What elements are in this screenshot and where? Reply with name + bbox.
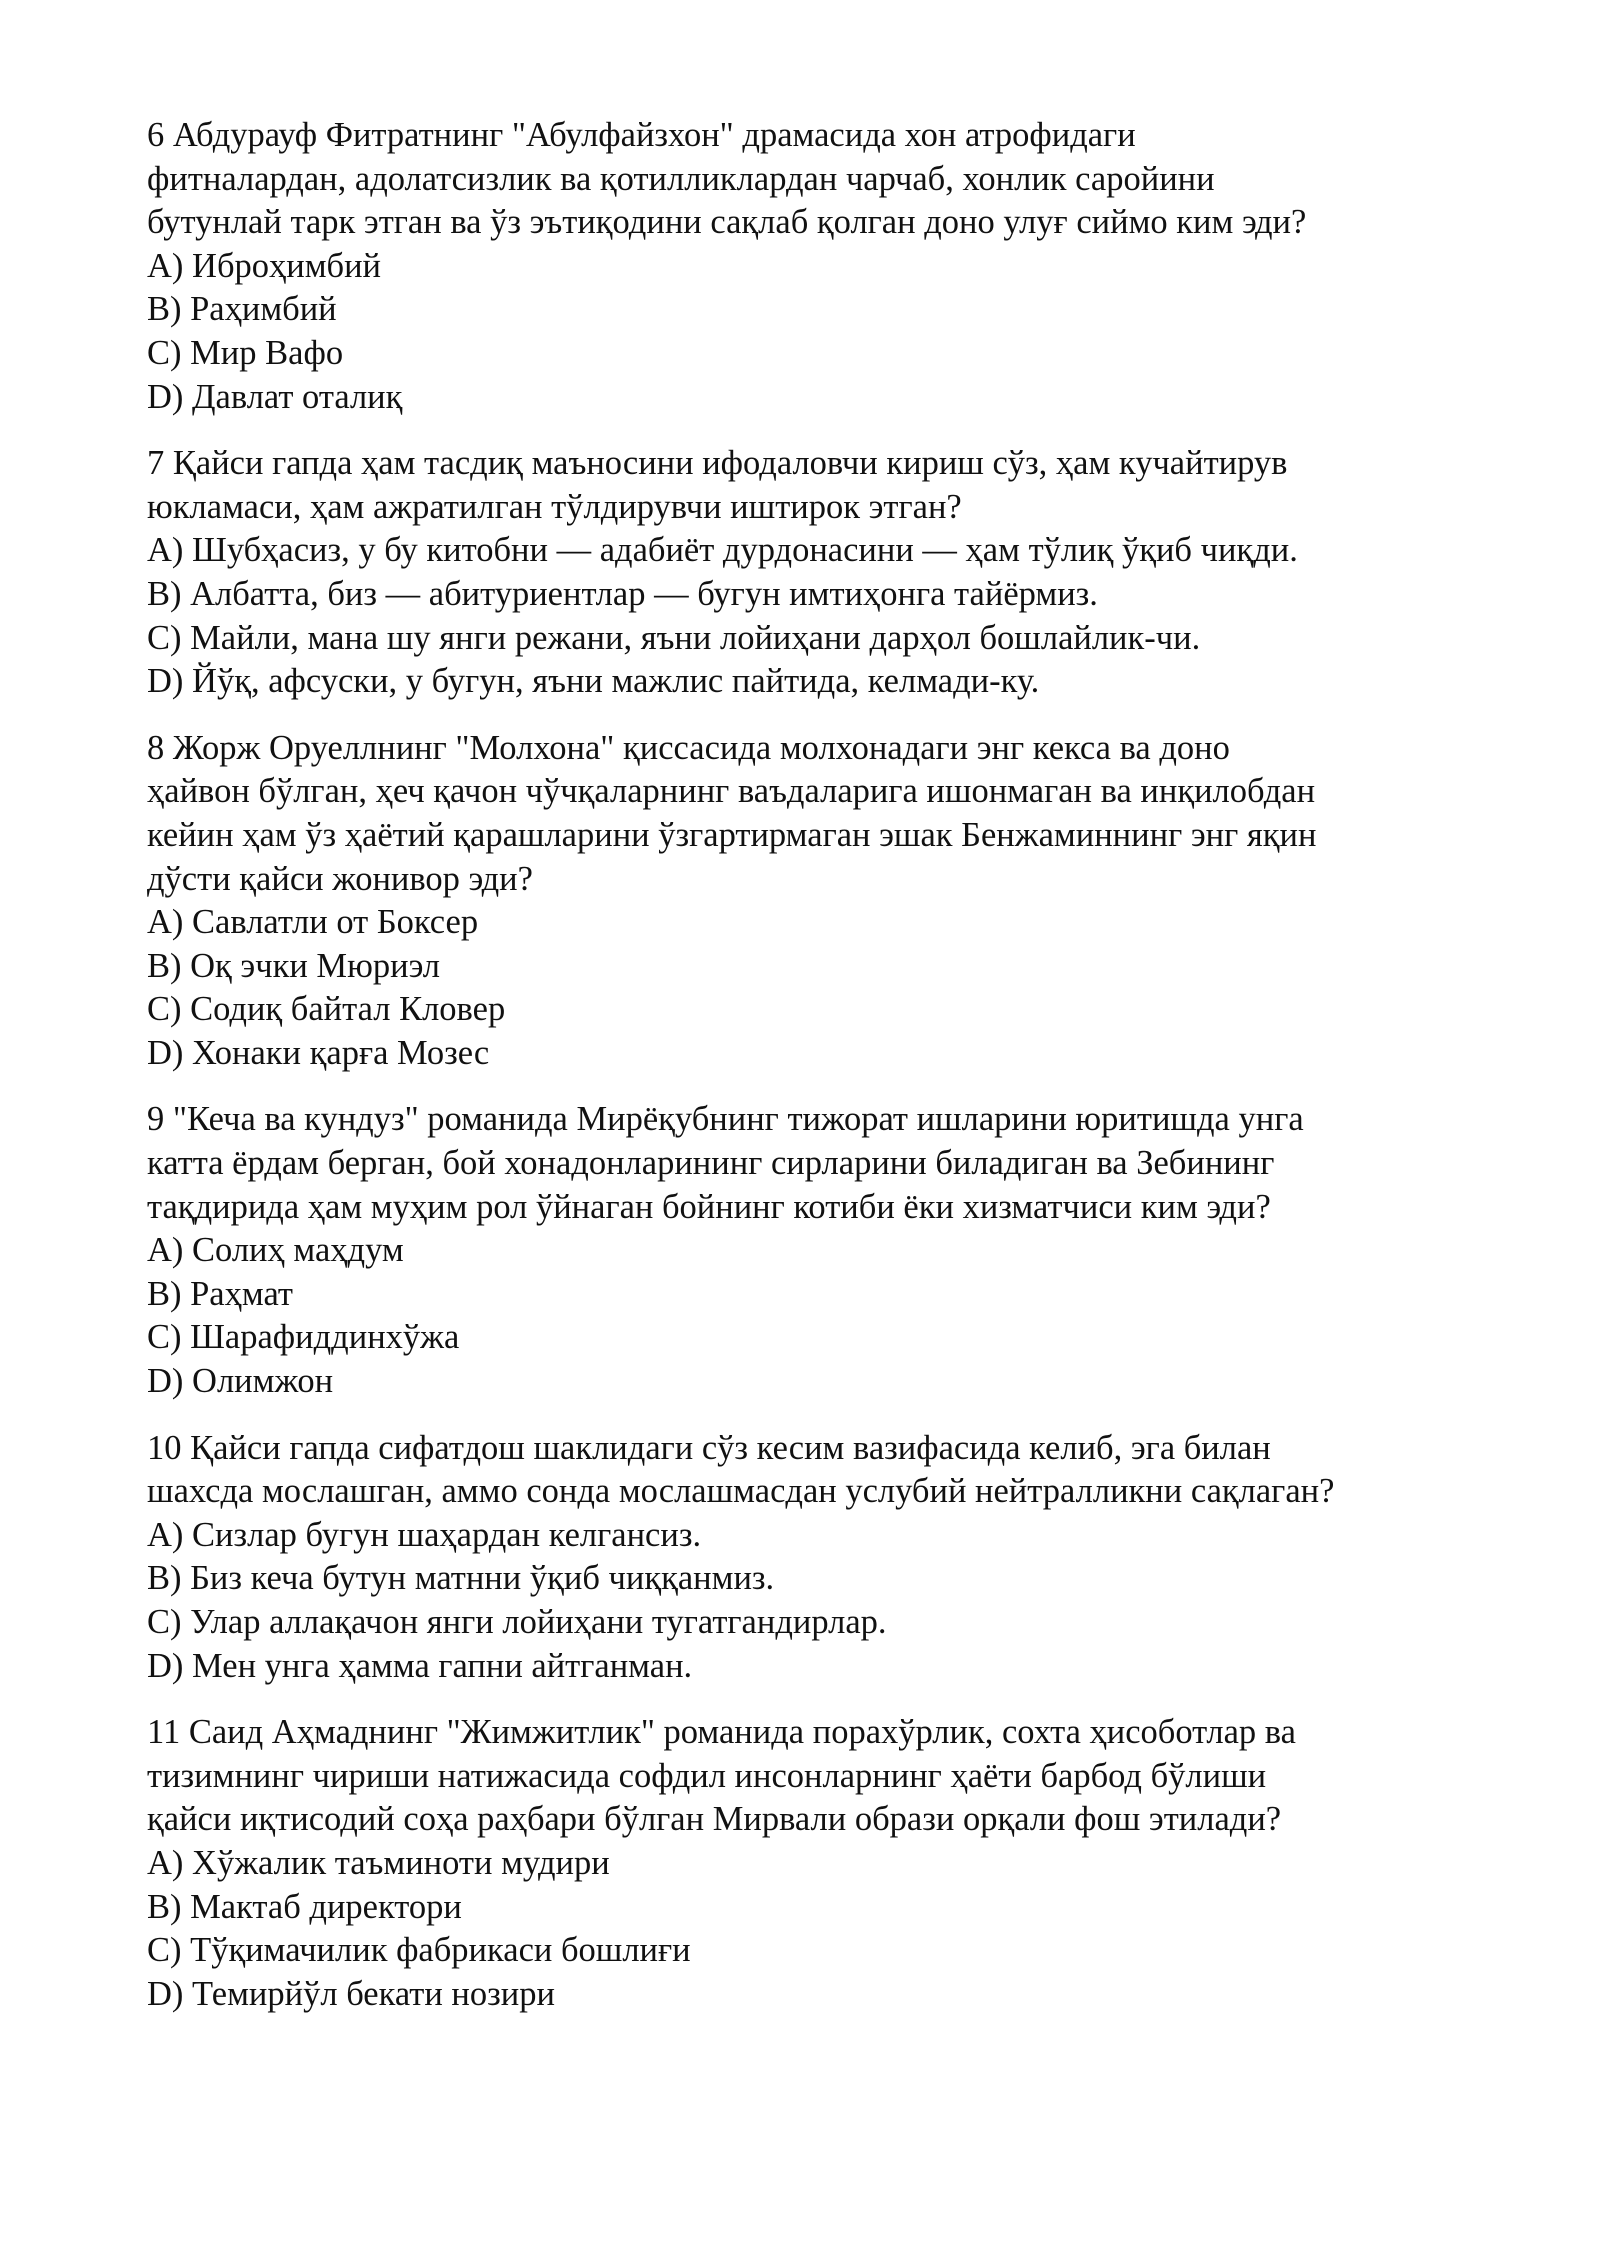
option-c: C) Мир Вафо: [147, 333, 344, 372]
option-d: D) Мен унга ҳамма гапни айтганман.: [147, 1646, 693, 1685]
option-d: D) Темирйўл бекати нозири: [147, 1974, 555, 2013]
question-line: тизимнинг чириши натижасида софдил инсонларнинг ҳаёти барбод бўлиши: [147, 1756, 1267, 1795]
question-line: фитналардан, адолатсизлик ва қотилликлардан чарчаб, хонлик саройини: [147, 159, 1215, 198]
question-line: 10 Қайси гапда сифатдош шаклидаги сўз кесим вазифасида келиб, эга билан: [147, 1428, 1271, 1467]
question-line: қайси иқтисодий соҳа раҳбари бўлган Мирвали образи орқали фош этилади?: [147, 1800, 1282, 1839]
option-d: D) Хонаки қарға Мозес: [147, 1033, 490, 1072]
question-6: [147, 114, 1467, 419]
question-line: 11 Саид Аҳмаднинг "Жимжитлик" романида порахўрлик, сохта ҳисоботлар ва: [147, 1713, 1296, 1752]
question-7: [147, 442, 1467, 704]
question-line: тақдирида ҳам муҳим рол ўйнаган бойнинг котиби ёки хизматчиси ким эди?: [147, 1187, 1271, 1226]
question-line: 7 Қайси гапда ҳам тасдиқ маъносини ифодаловчи кириш сўз, ҳам кучайтирув: [147, 444, 1288, 483]
question-line: ҳайвон бўлган, ҳеч қачон чўчқаларнинг ваъдаларига ишонмаган ва инқилобдан: [147, 772, 1316, 811]
question-text: [147, 1711, 1467, 1842]
option-c: C) Тўқимачилик фабрикаси бошлиғи: [147, 1931, 691, 1970]
option-b: B) Оқ эчки Мюриэл: [147, 946, 440, 985]
option-d: D) Йўқ, афсуски, у бугун, яъни мажлис пайтида, келмади-ку.: [147, 662, 1040, 701]
option-a: A) Савлатли от Боксер: [147, 903, 479, 942]
question-10: [147, 1427, 1467, 1689]
option-b: B) Биз кеча бутун матнни ўқиб чиққанмиз.: [147, 1559, 775, 1598]
question-line: дўсти қайси жонивор эди?: [147, 859, 533, 898]
document-page: [147, 114, 1467, 2039]
question-line: шахсда мослашган, аммо сонда мослашмасдан услубий нейтралликни сақлаган?: [147, 1472, 1335, 1511]
option-c: C) Шарафиддинхўжа: [147, 1318, 460, 1357]
option-c: C) Улар аллақачон янги лойиҳани тугатгандирлар.: [147, 1603, 887, 1641]
question-line: 8 Жорж Оруеллнинг "Молхона" қиссасида молхонадаги энг кекса ва доно: [147, 728, 1230, 767]
option-a: A) Хўжалик таъминоти мудири: [147, 1843, 610, 1882]
option-b: B) Раҳимбий: [147, 290, 337, 329]
option-b: B) Раҳмат: [147, 1274, 293, 1313]
question-text: [147, 442, 1467, 529]
option-b: B) Мактаб директори: [147, 1887, 462, 1926]
question-line: катта ёрдам берган, бой хонадонларининг сирларини биладиган ва Зебининг: [147, 1144, 1275, 1183]
question-text: [147, 727, 1467, 901]
question-line: юкламаси, ҳам ажратилган тўлдирувчи иштирок этган?: [147, 487, 962, 526]
option-d: D) Олимжон: [147, 1362, 334, 1401]
question-text: [147, 1098, 1467, 1229]
option-a: A) Шубҳасиз, у бу китобни — адабиёт дурдонасини — ҳам тўлиқ ўқиб чиқди.: [147, 531, 1298, 570]
option-a: A) Иброҳимбий: [147, 246, 382, 285]
question-line: бутунлай тарк этган ва ўз эътиқодини сақлаб қолган доно улуғ сиймо ким эди?: [147, 203, 1307, 242]
option-d: D) Давлат оталиқ: [147, 377, 403, 416]
option-b: B) Албатта, биз — абитуриентлар — бугун имтиҳонга тайёрмиз.: [147, 574, 1098, 613]
question-9: [147, 1098, 1467, 1403]
question-line: кейин ҳам ўз ҳаётий қарашларини ўзгартирмаган эшак Бенжаминнинг энг яқин: [147, 815, 1317, 854]
question-text: [147, 1427, 1467, 1514]
option-c: C) Майли, мана шу янги режани, яъни лойиҳани дарҳол бошлайлик-чи.: [147, 618, 1201, 657]
option-c: C) Содиқ байтал Кловер: [147, 990, 506, 1029]
option-a: A) Солиҳ маҳдум: [147, 1231, 404, 1270]
question-8: [147, 727, 1467, 1076]
question-11: [147, 1711, 1467, 2016]
question-line: 9 "Кеча ва кундуз" романида Мирёқубнинг тижорат ишларини юритишда унга: [147, 1100, 1304, 1139]
option-a: A) Сизлар бугун шаҳардан келгансиз.: [147, 1515, 702, 1554]
question-text: [147, 114, 1467, 245]
question-line: 6 Абдурауф Фитратнинг "Абулфайзхон" драмасида хон атрофидаги: [147, 116, 1136, 154]
